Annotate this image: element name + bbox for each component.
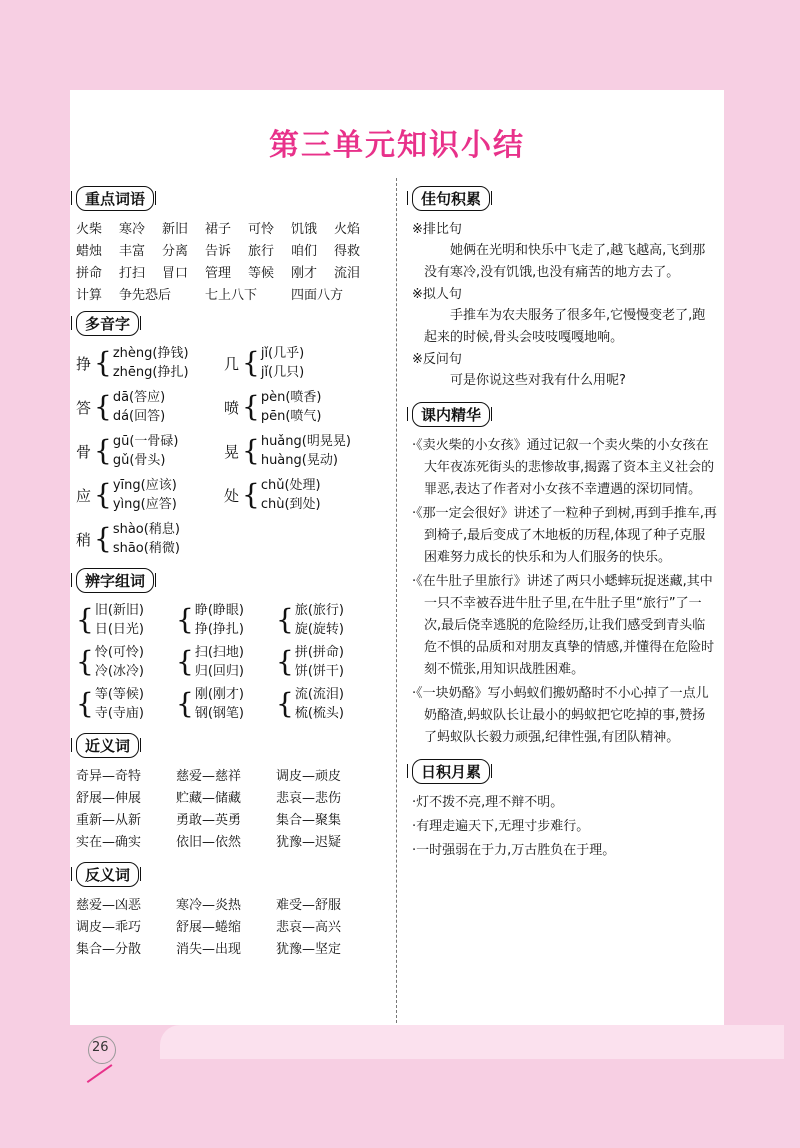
column-divider <box>396 178 397 1023</box>
example-sentence: 手推车为农夫服务了很多年,它慢慢变老了,跑起来的时候,骨头会吱吱嘎嘎地响。 <box>424 308 706 345</box>
keyword: 火焰 <box>334 222 361 237</box>
polyphone-item <box>76 388 224 426</box>
char-pair <box>76 643 176 681</box>
keyword: 火柴 <box>76 222 103 237</box>
brace: { <box>76 645 94 678</box>
sentence-type-label: ※反问句 <box>412 352 462 367</box>
proverb-item: ·有理走遍天下,无理寸步难行。 <box>412 819 590 834</box>
synonym-pair: 悲哀—悲伤 <box>276 791 342 806</box>
polyphone-char: 答 <box>76 398 92 417</box>
reading: yìng(应答) <box>112 497 177 512</box>
char-pair <box>176 643 276 681</box>
pair-word: 钢(钢笔) <box>194 706 244 721</box>
reading: chǔ(处理) <box>260 478 321 493</box>
pair-word: 睁(睁眼) <box>194 603 244 618</box>
brace: { <box>94 390 112 423</box>
antonym-pair: 犹豫—坚定 <box>276 942 342 957</box>
polyphone-item <box>224 476 372 514</box>
brace: { <box>94 478 112 511</box>
pair-word: 挣(挣扎) <box>194 622 244 637</box>
synonym-pair: 勇敢—英勇 <box>176 813 242 828</box>
pair-word: 拼(拼命) <box>294 645 344 660</box>
keyword: 寒冷 <box>119 222 146 237</box>
section-synonyms-heading: 近义词 <box>76 733 139 758</box>
brace: { <box>176 645 194 678</box>
polyphone-char: 稍 <box>76 530 92 549</box>
pair-word: 饼(饼干) <box>294 664 344 679</box>
synonym-pair: 贮藏—储藏 <box>176 791 242 806</box>
synonym-pair: 奇异—奇特 <box>76 769 142 784</box>
polyphone-char: 应 <box>76 486 92 505</box>
synonym-pair: 依旧—依然 <box>176 835 242 850</box>
reading: pēn(喷气) <box>260 409 322 424</box>
page-sheet <box>70 90 724 1025</box>
pair-word: 冷(冰冷) <box>94 664 144 679</box>
keyword: 分离 <box>162 244 189 259</box>
brace: { <box>94 434 112 467</box>
brace: { <box>242 346 260 379</box>
antonym-pair: 慈爱—凶恶 <box>76 898 142 913</box>
brace: { <box>94 346 112 379</box>
keyword: 冒口 <box>162 266 189 281</box>
essence-item: ·《在牛肚子里旅行》讲述了两只小蟋蟀玩捉迷藏,其中一只不幸被吞进牛肚子里,在牛肚子里“旅行”了一次,最后侥幸逃脱的危险经历,让我们感受到青头临危不惧的品质和对朋友真挚的情感,并懂得在危险时刻不慌张,用知识战胜困难。 <box>412 574 715 677</box>
reading: zhèng(挣钱) <box>112 346 189 361</box>
polyphone-char: 挣 <box>76 354 92 373</box>
brace: { <box>242 478 260 511</box>
antonym-pair: 难受—舒服 <box>276 898 342 913</box>
synonym-pair: 舒展—伸展 <box>76 791 142 806</box>
pair-word: 日(日光) <box>94 622 144 637</box>
pair-word: 梳(梳头) <box>294 706 344 721</box>
distinguish-grid <box>76 601 376 723</box>
synonym-pair: 集合—聚集 <box>276 813 342 828</box>
keyword: 拼命 <box>76 266 103 281</box>
brace: { <box>176 603 194 636</box>
polyphone-char: 处 <box>224 486 240 505</box>
essence-item: ·《一块奶酪》写小蚂蚁们搬奶酪时不小心掉了一点儿奶酪渣,蚂蚁队长让最小的蚂蚁把它吃掉的事,赞扬了蚂蚁队长毅力顽强,纪律性强,有团队精神。 <box>412 686 709 745</box>
section-distinguish-heading: 辨字组词 <box>76 568 154 593</box>
reading: shào(稍息) <box>112 522 180 537</box>
keyword: 可怜 <box>248 222 275 237</box>
reading: dá(回答) <box>112 409 166 424</box>
synonym-pair: 调皮—顽皮 <box>276 769 342 784</box>
proverb-item: ·灯不拨不亮,理不辩不明。 <box>412 795 564 810</box>
polyphone-char: 骨 <box>76 442 92 461</box>
brace: { <box>242 434 260 467</box>
section-antonyms-heading: 反义词 <box>76 862 139 887</box>
pair-word: 归(回归) <box>194 664 244 679</box>
polyphone-char: 几 <box>224 354 240 373</box>
reading: huàng(晃动) <box>260 453 338 468</box>
reading: pèn(喷香) <box>260 390 322 405</box>
keyword: 等候 <box>248 266 275 281</box>
antonym-pair: 调皮—乖巧 <box>76 920 142 935</box>
keyword: 咱们 <box>291 244 318 259</box>
proverb-item: ·一时强弱在于力,万古胜负在于理。 <box>412 843 616 858</box>
keyword: 七上八下 <box>205 288 258 303</box>
antonym-pair: 集合—分散 <box>76 942 142 957</box>
char-pair <box>176 685 276 723</box>
sentence-type-label: ※拟人句 <box>412 287 462 302</box>
brace: { <box>176 687 194 720</box>
antonym-pair: 悲哀—高兴 <box>276 920 342 935</box>
footer-strip <box>160 1025 784 1059</box>
reading: chù(到处) <box>260 497 321 512</box>
keyword: 饥饿 <box>291 222 318 237</box>
sentence-type-label: ※排比句 <box>412 222 462 237</box>
brace: { <box>276 645 294 678</box>
antonyms-grid <box>76 895 376 961</box>
essence-item: ·《那一定会很好》讲述了一粒种子到树,再到手推车,再到椅子,最后变成了木地板的历程,体现了种子克服困难努力成长的快乐和为人们服务的快乐。 <box>412 506 717 565</box>
pair-word: 刚(刚才) <box>194 687 244 702</box>
brace: { <box>94 522 112 555</box>
char-pair <box>76 685 176 723</box>
reading: gū(一骨碌) <box>112 434 179 449</box>
polyphone-item <box>76 476 224 514</box>
char-pair <box>276 685 376 723</box>
keyword: 得救 <box>334 244 361 259</box>
reading: zhēng(挣扎) <box>112 365 189 380</box>
reading: gǔ(骨头) <box>112 453 166 468</box>
keyword: 蜡烛 <box>76 244 103 259</box>
synonym-pair: 慈爱—慈祥 <box>176 769 242 784</box>
polyphone-char: 喷 <box>224 398 240 417</box>
reading: jǐ(几乎) <box>260 346 305 361</box>
section-polyphones-heading: 多音字 <box>76 311 139 336</box>
antonym-pair: 消失—出现 <box>176 942 242 957</box>
right-column <box>412 182 718 864</box>
char-pair <box>176 601 276 639</box>
reading: yīng(应该) <box>112 478 177 493</box>
polyphone-item <box>224 432 372 470</box>
pair-word: 旅(旅行) <box>294 603 344 618</box>
keyword: 旅行 <box>248 244 275 259</box>
left-column <box>76 182 376 965</box>
section-essence-heading: 课内精华 <box>412 402 490 427</box>
polyphone-item <box>76 344 224 382</box>
keyword: 争先恐后 <box>119 288 172 303</box>
synonym-pair: 犹豫—迟疑 <box>276 835 342 850</box>
pair-word: 旋(旋转) <box>294 622 344 637</box>
pair-word: 等(等候) <box>94 687 144 702</box>
pair-word: 寺(寺庙) <box>94 706 144 721</box>
polyphone-item <box>224 388 372 426</box>
reading: shāo(稍微) <box>112 541 180 556</box>
reading: dā(答应) <box>112 390 166 405</box>
example-sentence: 她俩在光明和快乐中飞走了,越飞越高,飞到那没有寒冷,没有饥饿,也没有痛苦的地方去了。 <box>424 243 706 280</box>
brace: { <box>76 687 94 720</box>
essence-item: ·《卖火柴的小女孩》通过记叙一个卖火柴的小女孩在大年夜冻死街头的悲惨故事,揭露了资本主义社会的罪恶,表达了作者对小女孩不幸遭遇的深切同情。 <box>412 438 715 497</box>
brace: { <box>242 390 260 423</box>
section-sentences-heading: 佳句积累 <box>412 186 490 211</box>
polyphones-grid <box>76 344 376 558</box>
antonym-pair: 寒冷—炎热 <box>176 898 242 913</box>
brace: { <box>76 603 94 636</box>
keywords-grid <box>76 219 376 307</box>
page-number: 26 <box>92 1040 109 1055</box>
keyword: 计算 <box>76 288 103 303</box>
keyword: 打扫 <box>119 266 146 281</box>
synonyms-grid <box>76 766 376 854</box>
keyword: 丰富 <box>119 244 146 259</box>
polyphone-item <box>76 432 224 470</box>
synonym-pair: 实在—确实 <box>76 835 142 850</box>
polyphone-item <box>224 344 372 382</box>
keyword: 流泪 <box>334 266 361 281</box>
polyphone-item <box>76 520 224 558</box>
keyword: 管理 <box>205 266 232 281</box>
example-sentence: 可是你说这些对我有什么用呢? <box>450 373 626 388</box>
char-pair <box>276 643 376 681</box>
pair-word: 旧(新旧) <box>94 603 144 618</box>
pair-word: 流(流泪) <box>294 687 344 702</box>
section-keywords-heading: 重点词语 <box>76 186 154 211</box>
page-title: 第三单元知识小结 <box>269 128 525 163</box>
keyword: 刚才 <box>291 266 318 281</box>
brace: { <box>276 687 294 720</box>
pair-word: 扫(扫地) <box>194 645 244 660</box>
keyword: 四面八方 <box>291 288 344 303</box>
keyword: 新旧 <box>162 222 189 237</box>
char-pair <box>76 601 176 639</box>
reading: jǐ(几只) <box>260 365 305 380</box>
char-pair <box>276 601 376 639</box>
antonym-pair: 舒展—蜷缩 <box>176 920 242 935</box>
keyword: 告诉 <box>205 244 232 259</box>
synonym-pair: 重新—从新 <box>76 813 142 828</box>
section-daily-heading: 日积月累 <box>412 759 490 784</box>
polyphone-char: 晃 <box>224 442 240 461</box>
pair-word: 怜(可怜) <box>94 645 144 660</box>
keyword: 裙子 <box>205 222 232 237</box>
brace: { <box>276 603 294 636</box>
reading: huǎng(明晃晃) <box>260 434 351 449</box>
